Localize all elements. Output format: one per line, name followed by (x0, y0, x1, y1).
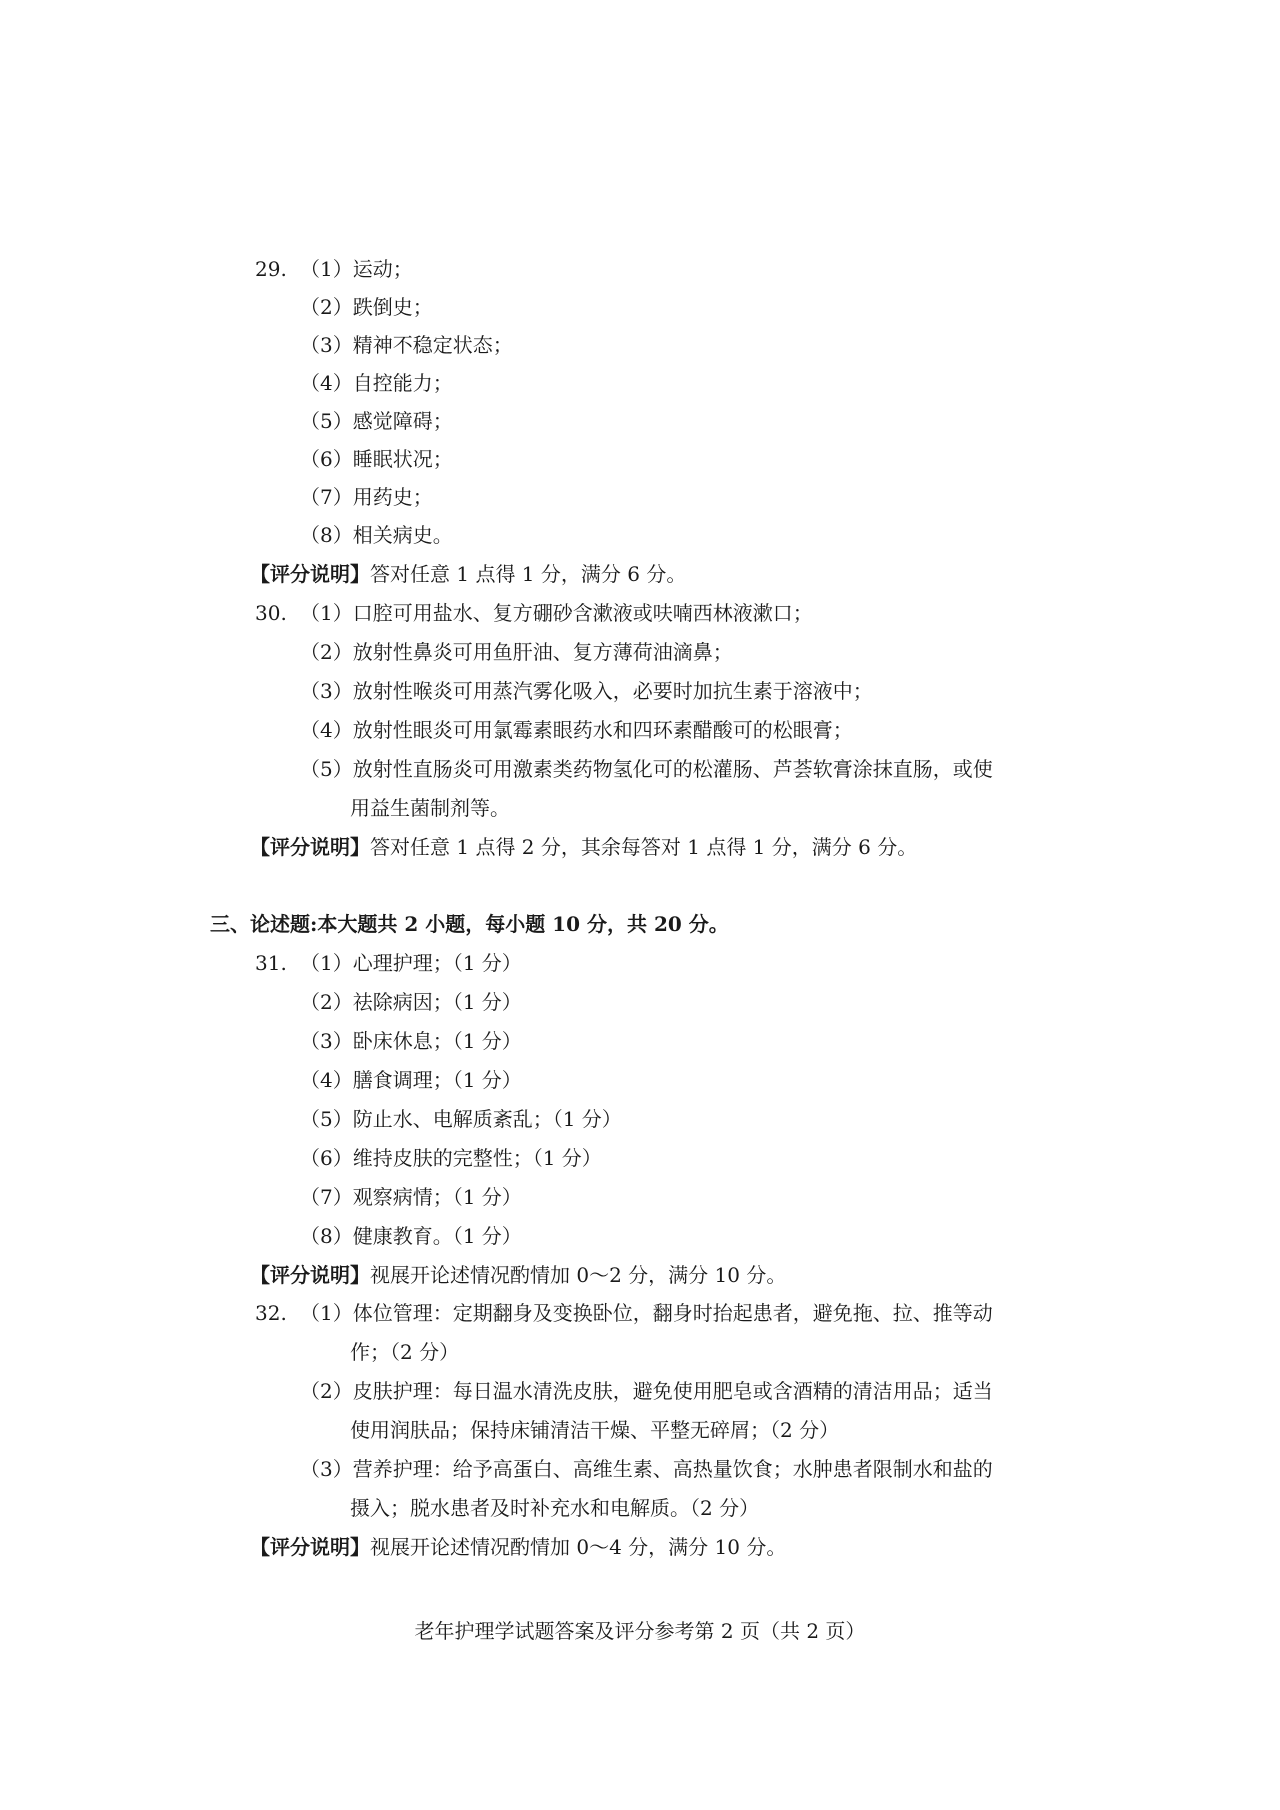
scoring-label: 【评分说明】 (250, 1535, 370, 1559)
q31-scoring-note (250, 1256, 786, 1294)
q31-item-5: （5）防止水、电解质紊乱；（1 分） (300, 1107, 622, 1131)
q32-item-1-continued: 作；（2 分） (350, 1340, 460, 1364)
q29-scoring-note (250, 555, 686, 593)
page-footer: 老年护理学试题答案及评分参考第 2 页（共 2 页） (414, 1619, 866, 1643)
q32-number: 32. (255, 1301, 287, 1325)
scoring-text: 视展开论述情况酌情加 0～2 分，满分 10 分。 (370, 1263, 787, 1287)
section-3-title: 三、论述题:本大题共 2 小题，每小题 10 分，共 20 分。 (210, 912, 729, 936)
q29-number: 29. (255, 257, 287, 281)
q29-item-5: （5）感觉障碍； (300, 409, 453, 433)
q29-item-1: （1）运动； (300, 257, 413, 281)
q31-item-2: （2）祛除病因；（1 分） (300, 990, 522, 1014)
q30-item-2: （2）放射性鼻炎可用鱼肝油、复方薄荷油滴鼻； (300, 640, 733, 664)
q30-item-4: （4）放射性眼炎可用氯霉素眼药水和四环素醋酸可的松眼膏； (300, 718, 853, 742)
q30-item-5: （5）放射性直肠炎可用激素类药物氢化可的松灌肠、芦荟软膏涂抹直肠，或使 (300, 757, 993, 781)
q31-item-7: （7）观察病情；（1 分） (300, 1185, 522, 1209)
q31-item-3: （3）卧床休息；（1 分） (300, 1029, 522, 1053)
q29-item-4: （4）自控能力； (300, 371, 453, 395)
q30-scoring-note (250, 828, 917, 866)
scoring-label: 【评分说明】 (250, 562, 370, 586)
q30-item-3: （3）放射性喉炎可用蒸汽雾化吸入，必要时加抗生素于溶液中； (300, 679, 873, 703)
scoring-text: 答对任意 1 点得 2 分，其余每答对 1 点得 1 分，满分 6 分。 (370, 835, 918, 859)
q30-item-1: （1）口腔可用盐水、复方硼砂含漱液或呋喃西林液漱口； (300, 601, 813, 625)
q29-item-6: （6）睡眠状况； (300, 447, 453, 471)
q32-item-2-continued: 使用润肤品；保持床铺清洁干燥、平整无碎屑；（2 分） (350, 1418, 840, 1442)
q32-scoring-note (250, 1528, 786, 1566)
q30-item-5-continued: 用益生菌制剂等。 (350, 796, 510, 820)
scoring-label: 【评分说明】 (250, 1263, 370, 1287)
scoring-label: 【评分说明】 (250, 835, 370, 859)
q32-item-3-continued: 摄入；脱水患者及时补充水和电解质。（2 分） (350, 1496, 760, 1520)
q31-number: 31. (255, 951, 287, 975)
q32-item-2: （2）皮肤护理：每日温水清洗皮肤，避免使用肥皂或含酒精的清洁用品；适当 (300, 1379, 993, 1403)
q31-item-1: （1）心理护理；（1 分） (300, 951, 522, 975)
q31-item-6: （6）维持皮肤的完整性；（1 分） (300, 1146, 602, 1170)
scoring-text: 答对任意 1 点得 1 分，满分 6 分。 (370, 562, 687, 586)
q29-item-8: （8）相关病史。 (300, 523, 453, 547)
q29-item-3: （3）精神不稳定状态； (300, 333, 513, 357)
q31-item-4: （4）膳食调理；（1 分） (300, 1068, 522, 1092)
q31-item-8: （8）健康教育。（1 分） (300, 1224, 522, 1248)
scoring-text: 视展开论述情况酌情加 0～4 分，满分 10 分。 (370, 1535, 787, 1559)
q29-item-2: （2）跌倒史； (300, 295, 433, 319)
q32-item-3: （3）营养护理：给予高蛋白、高维生素、高热量饮食；水肿患者限制水和盐的 (300, 1457, 993, 1481)
q32-item-1: （1）体位管理：定期翻身及变换卧位，翻身时抬起患者，避免拖、拉、推等动 (300, 1301, 993, 1325)
q30-number: 30. (255, 601, 287, 625)
q29-item-7: （7）用药史； (300, 485, 433, 509)
